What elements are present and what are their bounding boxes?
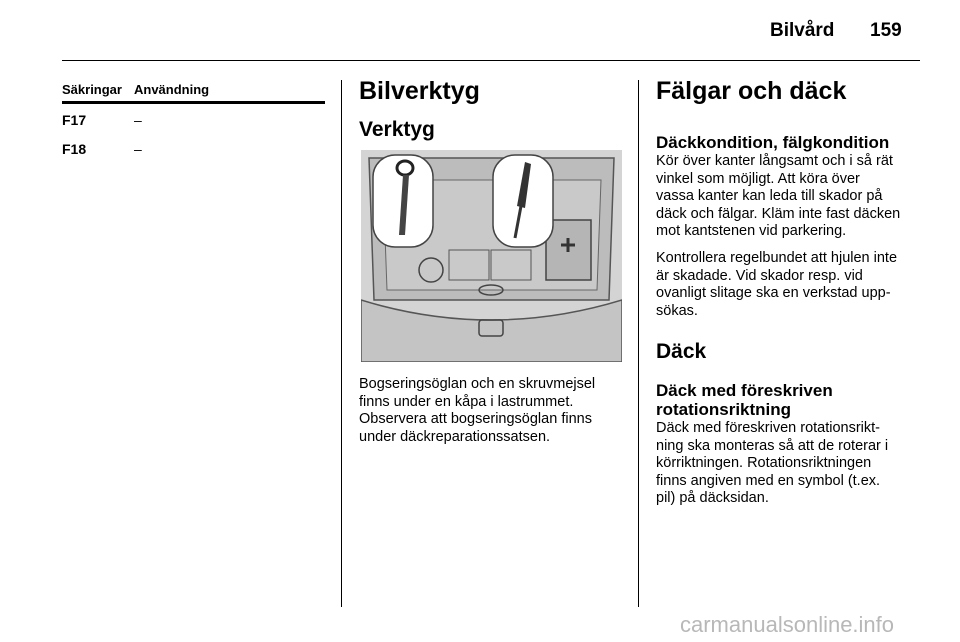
table-cell-fuse: F17 bbox=[62, 112, 87, 128]
text-line: ovanligt slitage ska en verkstad upp- bbox=[656, 285, 891, 301]
subheading-verktyg: Verktyg bbox=[359, 118, 435, 141]
text-line: Däck med föreskriven rotationsrikt- bbox=[656, 420, 881, 436]
tools-paragraph bbox=[359, 376, 595, 446]
watermark: carmanualsonline.info bbox=[680, 612, 895, 637]
text-line: Kontrollera regelbundet att hjulen inte bbox=[656, 250, 898, 266]
column-divider-1 bbox=[341, 80, 342, 607]
heading-dack: Däck bbox=[656, 340, 707, 363]
running-header-section: Bilvård bbox=[770, 20, 835, 41]
table-cell-usage: – bbox=[134, 112, 142, 128]
heading-falgar-och-dack: Fälgar och däck bbox=[656, 77, 847, 105]
text-line: Kör över kanter långsamt och i så rät bbox=[656, 153, 893, 169]
text-line: är skadade. Vid skador resp. vid bbox=[656, 267, 863, 284]
subheading-line: Däck med föreskriven bbox=[656, 381, 833, 400]
text-line: pil) på däcksidan. bbox=[656, 490, 769, 506]
text-line: mot kantstenen vid parkering. bbox=[656, 223, 847, 239]
table-header-rule bbox=[62, 101, 325, 104]
text-line: finns under en kåpa i lastrummet. bbox=[359, 393, 574, 410]
text-line: Bogseringsöglan och en skruvmejsel bbox=[359, 376, 596, 392]
text-line: sökas. bbox=[656, 302, 698, 319]
header-rule bbox=[62, 60, 920, 61]
page-number: 159 bbox=[870, 20, 902, 41]
subheading-dackkondition: Däckkondition, fälgkondition bbox=[656, 133, 890, 152]
text-line: ning ska monteras så att de roterar i bbox=[656, 437, 889, 454]
table-cell-usage: – bbox=[134, 141, 142, 157]
heading-bilverktyg: Bilverktyg bbox=[359, 77, 480, 105]
text-line: vinkel som möjligt. Att köra över bbox=[656, 170, 860, 187]
subheading-rotation bbox=[656, 381, 833, 419]
paragraph-rotation bbox=[656, 420, 888, 508]
text-line: Observera att bogseringsöglan finns bbox=[359, 411, 592, 427]
paragraph-tire-condition bbox=[656, 153, 900, 241]
paragraph-inspection bbox=[656, 250, 897, 320]
trunk-tools-illustration bbox=[361, 150, 622, 362]
text-line: vassa kanter kan leda till skador på bbox=[656, 188, 883, 204]
text-line: däck och fälgar. Kläm inte fast däcken bbox=[656, 205, 901, 222]
text-line: körriktningen. Rotationsriktningen bbox=[656, 455, 872, 471]
subheading-line: rotationsriktning bbox=[656, 400, 792, 419]
table-header-fuse: Säkringar bbox=[62, 82, 122, 97]
column-divider-2 bbox=[638, 80, 639, 607]
table-header-usage: Användning bbox=[134, 82, 210, 97]
text-line: finns angiven med en symbol (t.ex. bbox=[656, 472, 881, 489]
text-line: under däckreparationssatsen. bbox=[359, 428, 551, 445]
table-cell-fuse: F18 bbox=[62, 141, 87, 157]
